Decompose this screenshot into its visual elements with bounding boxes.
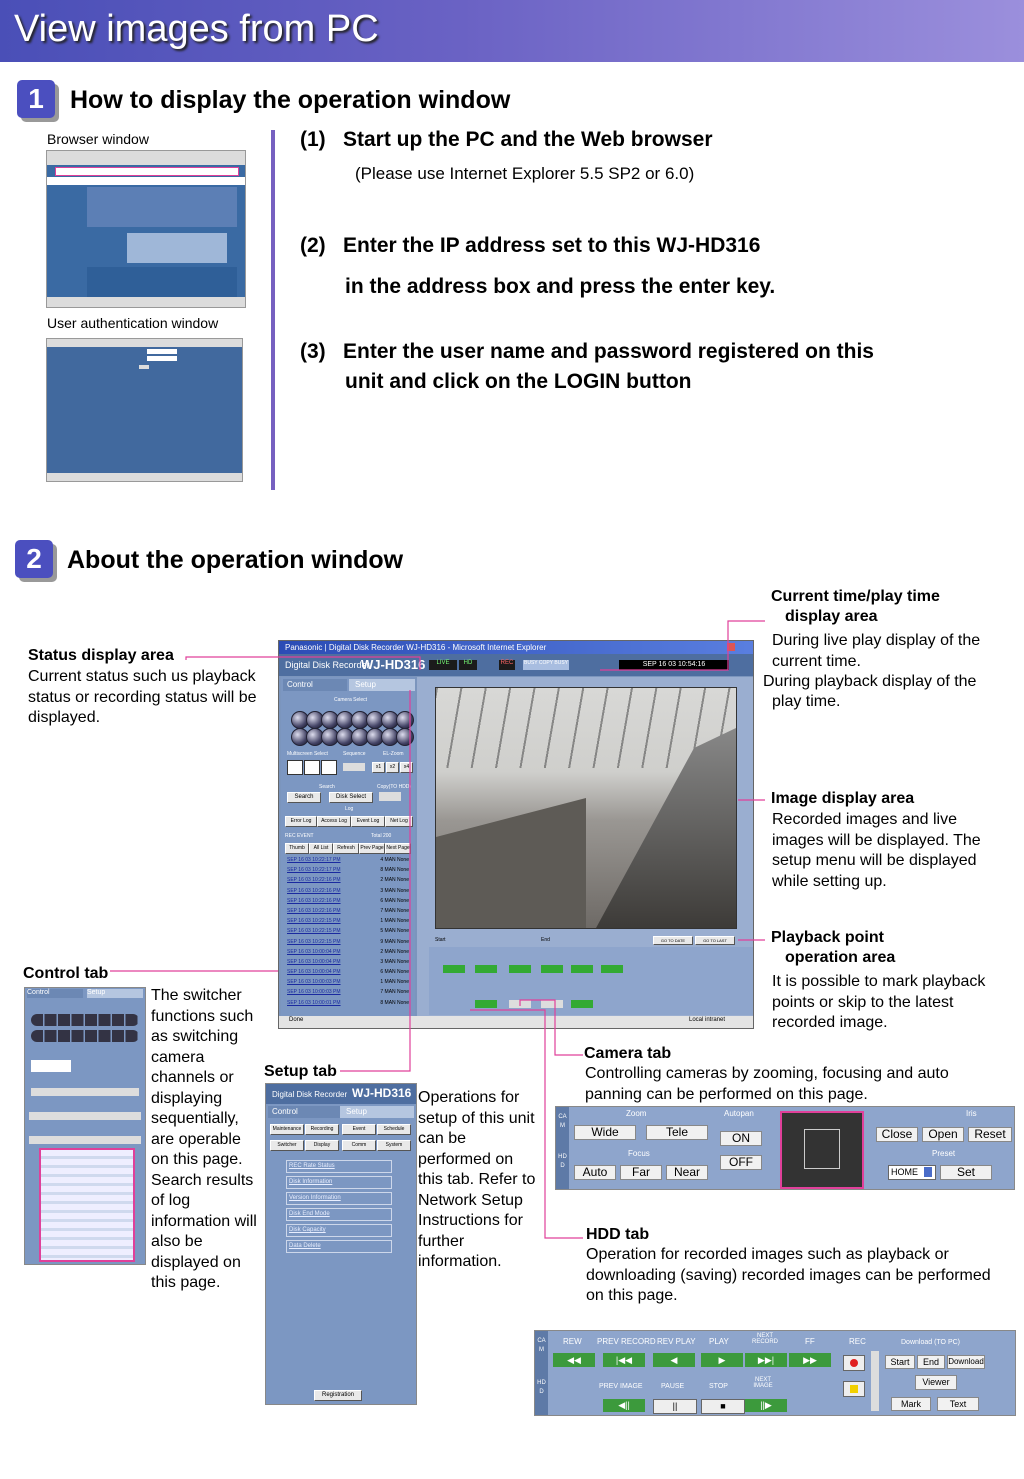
log-date-link[interactable]: SEP 16 03 10:00:04 PM — [287, 969, 341, 976]
log-info: 2 MAN None — [380, 877, 409, 884]
status-time: SEP 16 03 10:54:16 — [619, 660, 729, 670]
log-info: 8 MAN None — [380, 867, 409, 874]
log-date-link[interactable]: SEP 16 03 10:22:15 PM — [287, 938, 341, 945]
tab-setup[interactable]: Setup — [340, 1106, 414, 1118]
playback-point-title: Playback point — [771, 929, 884, 946]
log-info: 4 MAN None — [380, 857, 409, 863]
mark-button[interactable]: Mark — [891, 1397, 931, 1411]
log-info: 5 MAN None — [380, 928, 409, 935]
camera-tab-title: Camera tab — [584, 1045, 672, 1062]
switcher-button[interactable]: Switcher — [270, 1140, 304, 1151]
prev-page-button[interactable]: Prev Page — [359, 843, 385, 854]
section-title: About the operation window — [67, 546, 404, 574]
download-label: Download (TO PC) — [901, 1339, 961, 1346]
access-log-button[interactable]: Access Log — [317, 816, 351, 827]
tab-control[interactable]: Control — [283, 679, 347, 691]
comm-button[interactable]: Comm — [342, 1140, 376, 1151]
hdd-callout-line — [470, 1010, 583, 1238]
rev-play-label: REV PLAY — [657, 1337, 696, 1346]
focus-label: Focus — [628, 1149, 650, 1158]
elzoom-label: EL-Zoom — [383, 751, 404, 757]
window-model: WJ-HD316 — [361, 657, 426, 672]
status-hd: HD — [459, 660, 477, 670]
tab-setup[interactable]: Setup — [349, 679, 415, 691]
rec-event-label: REC EVENT — [285, 833, 314, 839]
total-label: Total 200 — [371, 833, 392, 839]
zoom-x4-button[interactable]: x4 — [400, 762, 413, 773]
section-number-badge: 2 — [15, 540, 53, 578]
playback-point-text: It is possible to mark playback points or skip to the latest recorded image. — [772, 973, 986, 1031]
preset-set-button[interactable]: Set — [940, 1165, 992, 1180]
step-2-text-line1: Enter the IP address set to this WJ-HD316 — [343, 234, 761, 257]
error-log-button[interactable]: Error Log — [285, 816, 317, 827]
download-start-button[interactable]: Start — [885, 1355, 915, 1369]
schedule-button[interactable]: Schedule — [377, 1124, 411, 1135]
rec-label: REC — [849, 1337, 866, 1346]
prev-image-label: PREV IMAGE — [599, 1383, 643, 1390]
rev-play-button[interactable]: ◀ — [653, 1353, 695, 1367]
log-info: 8 MAN None — [380, 999, 409, 1006]
prev-record-button[interactable]: |◀◀ — [603, 1353, 645, 1367]
iris-open-button[interactable]: Open — [922, 1127, 964, 1142]
log-info: 9 MAN None — [380, 938, 409, 945]
setup-menu-link[interactable]: Data Delete — [286, 1240, 392, 1253]
preset-select[interactable]: HOME — [888, 1165, 936, 1180]
section-title: How to display the operation window — [70, 86, 511, 114]
step-3-text-line2: unit and click on the LOGIN button — [345, 370, 692, 393]
recording-button[interactable]: Recording — [305, 1124, 339, 1135]
autopan-on-button[interactable]: ON — [720, 1131, 762, 1146]
log-info: 3 MAN None — [380, 958, 409, 965]
zoom-x2-button[interactable]: x2 — [386, 762, 399, 773]
stop-button[interactable]: ■ — [701, 1399, 745, 1414]
viewer-button[interactable]: Viewer — [915, 1375, 957, 1390]
thumb-button[interactable]: Thumb — [285, 843, 309, 854]
maintenance-button[interactable]: Maintenance — [270, 1124, 304, 1135]
log-info: 2 MAN None — [380, 948, 409, 955]
next-image-button[interactable]: ||▶ — [745, 1399, 787, 1412]
image-area-text: Recorded images and live images will be displayed. The setup menu will be displayed while setting up. — [772, 811, 981, 890]
multiscreen-label: Multiscreen Select — [287, 751, 328, 757]
tab-control-small: Control — [27, 989, 83, 998]
search-button[interactable]: Search — [287, 792, 321, 803]
statusbar-done: Done — [289, 1017, 304, 1023]
control-tab-text: The switcher functions such as switching camera channels or displaying sequentially, are operable on this page. Search results of log information will also be displayed on this page. — [151, 987, 257, 1291]
time-area-text3: play time. — [772, 693, 841, 710]
log-date-link[interactable]: SEP 16 03 10:22:16 PM — [287, 897, 341, 904]
setup-tab-title: Setup tab — [264, 1063, 337, 1080]
step-3-text-line1: Enter the user name and password registered on this — [343, 340, 874, 363]
log-date-link[interactable]: SEP 16 03 10:00:04 PM — [287, 958, 341, 965]
play-label: PLAY — [709, 1337, 729, 1346]
ff-button[interactable]: ▶▶ — [789, 1353, 831, 1367]
log-date-link[interactable]: SEP 16 03 10:22:17 PM — [287, 867, 341, 874]
log-info: 3 MAN None — [380, 887, 409, 894]
playback-end-label: End — [541, 937, 550, 943]
log-info: 1 MAN None — [380, 979, 409, 986]
status-area-text: Current status such us playback status or recording status will be displayed. — [28, 668, 257, 726]
step-2-number: (2) — [300, 234, 326, 257]
tab-setup-small: Setup — [87, 989, 143, 998]
setup-menu-link[interactable]: REC Rate Status — [286, 1160, 392, 1173]
time-area-title2: display area — [785, 608, 878, 625]
log-date-link[interactable]: SEP 16 03 10:00:03 PM — [287, 989, 341, 996]
log-date-link[interactable]: SEP 16 03 10:22:17 PM — [287, 857, 341, 863]
status-busy: BUSY COPY BUSY — [523, 660, 569, 670]
hdd-tab-title: HDD tab — [586, 1226, 650, 1243]
preset-label: Preset — [932, 1149, 956, 1158]
step-1-note: (Please use Internet Explorer 5.5 SP2 or 6.0) — [355, 164, 695, 183]
setup-menu-link[interactable]: Version Information — [286, 1192, 392, 1205]
status-area-title: Status display area — [28, 647, 174, 664]
hdd-tab-text: Operation for recorded images such as playback or downloading (saving) recorded images can be performed on this page. — [586, 1246, 991, 1304]
event-log-button[interactable]: Event Log — [351, 816, 385, 827]
far-button[interactable]: Far — [620, 1165, 662, 1180]
wide-button[interactable]: Wide — [574, 1125, 636, 1140]
log-date-link[interactable]: SEP 16 03 10:22:15 PM — [287, 928, 341, 935]
image-area-title: Image display area — [771, 790, 915, 807]
tab-cam[interactable]: CAM — [558, 1114, 567, 1129]
setup-menu-link[interactable]: Disk Capacity — [286, 1224, 392, 1237]
setup-menu-link[interactable]: Disk Information — [286, 1176, 392, 1189]
setup-callout-line — [340, 690, 410, 1071]
near-button[interactable]: Near — [666, 1165, 708, 1180]
log-info: 7 MAN None — [380, 907, 409, 914]
goto-last-button[interactable]: GO TO LAST — [695, 936, 735, 945]
log-info: 6 MAN None — [380, 897, 409, 904]
auth-window-caption: User authentication window — [47, 315, 219, 331]
tab-hdd[interactable]: HDD — [537, 1380, 546, 1395]
display-button[interactable]: Display — [305, 1140, 339, 1151]
setup-tab-text: Operations for setup of this unit can be performed on this tab. Refer to Network Setup Instructions for further information. — [418, 1089, 536, 1270]
iris-reset-button[interactable]: Reset — [968, 1127, 1012, 1142]
camera-callout-line — [520, 1000, 583, 1055]
camera-select-label: Camera Select — [334, 697, 368, 703]
text-button[interactable]: Text — [937, 1397, 979, 1411]
download-button[interactable]: Download — [947, 1355, 985, 1369]
log-date-link[interactable]: SEP 16 03 10:00:04 PM — [287, 948, 341, 955]
rew-label: REW — [563, 1337, 582, 1346]
time-callout-line — [600, 621, 765, 670]
pause-label: PAUSE — [661, 1383, 685, 1390]
tab-hdd[interactable]: HDD — [558, 1154, 567, 1169]
log-date-link[interactable]: SEP 16 03 10:22:15 PM — [287, 918, 341, 925]
next-record-button[interactable]: ▶▶| — [745, 1353, 787, 1367]
window-titlebar: Panasonic | Digital Disk Recorder WJ-HD316 - Microsoft Internet Explorer — [279, 641, 754, 654]
time-area-title: Current time/play time — [771, 588, 940, 605]
step-1-text: Start up the PC and the Web browser — [343, 128, 713, 151]
playback-point-title2: operation area — [785, 949, 896, 966]
iris-label: Iris — [966, 1109, 977, 1118]
step-2-text-line2: in the address box and press the enter key. — [345, 275, 776, 298]
all-list-button[interactable]: All List — [309, 843, 333, 854]
status-rec: REC — [499, 660, 515, 670]
net-log-button[interactable]: Net Log — [385, 816, 413, 827]
status-callout-line — [186, 657, 420, 670]
section-number-badge: 1 — [17, 80, 55, 118]
rew-button[interactable]: ◀◀ — [553, 1353, 595, 1367]
disk-select-button[interactable]: Disk Select — [329, 792, 373, 803]
log-info: 6 MAN None — [380, 969, 409, 976]
log-date-link[interactable]: SEP 16 03 10:00:01 PM — [287, 999, 341, 1006]
ff-label: FF — [805, 1337, 815, 1346]
auto-focus-button[interactable]: Auto — [574, 1165, 616, 1180]
pause-button[interactable]: || — [653, 1399, 697, 1414]
zoom-x1-button[interactable]: x1 — [372, 762, 385, 773]
search-label: Search — [319, 784, 335, 790]
log-date-link[interactable]: SEP 16 03 10:22:16 PM — [287, 907, 341, 914]
control-tab-title: Control tab — [23, 965, 109, 982]
autopan-label: Autopan — [724, 1109, 754, 1118]
browser-window-caption: Browser window — [47, 131, 149, 147]
step-3-number: (3) — [300, 340, 326, 363]
next-record-label: NEXT RECORD — [751, 1333, 778, 1345]
next-page-button[interactable]: Next Page — [385, 843, 411, 854]
setup-brand: Digital Disk Recorder — [272, 1090, 348, 1099]
statusbar-zone: Local intranet — [689, 1017, 726, 1023]
sequence-label: Sequence — [343, 751, 366, 757]
time-area-text1: During live play display of the current time. — [772, 632, 981, 670]
tab-cam[interactable]: CAM — [537, 1338, 546, 1353]
download-end-button[interactable]: End — [917, 1355, 945, 1369]
log-info: 1 MAN None — [380, 918, 409, 925]
zoom-label: Zoom — [626, 1109, 647, 1118]
log-label: Log — [345, 806, 354, 812]
prev-image-button[interactable]: ◀|| — [603, 1399, 645, 1412]
stop-label: STOP — [709, 1383, 728, 1390]
system-button[interactable]: System — [377, 1140, 411, 1151]
window-brand: Digital Disk Recorder — [285, 660, 370, 670]
log-date-link[interactable]: SEP 16 03 10:22:16 PM — [287, 887, 341, 894]
next-image-label: NEXT IMAGE — [753, 1377, 773, 1389]
play-button[interactable]: ▶ — [701, 1353, 743, 1367]
registration-button[interactable]: Registration — [314, 1390, 362, 1401]
setup-model: WJ-HD316 — [352, 1086, 412, 1100]
iris-close-button[interactable]: Close — [876, 1127, 918, 1142]
setup-menu-link[interactable]: Disk End Mode — [286, 1208, 392, 1221]
playback-start-label: Start — [435, 937, 446, 943]
step-1-number: (1) — [300, 128, 326, 151]
event-button[interactable]: Event — [342, 1124, 376, 1135]
log-date-link[interactable]: SEP 16 03 10:00:03 PM — [287, 979, 341, 986]
log-info: 7 MAN None — [380, 989, 409, 996]
status-live: LIVE — [429, 660, 457, 670]
prev-record-label: PREV RECORD — [597, 1337, 656, 1346]
tab-control[interactable]: Control — [268, 1106, 340, 1118]
tele-button[interactable]: Tele — [646, 1125, 708, 1140]
log-date-link[interactable]: SEP 16 03 10:22:16 PM — [287, 877, 341, 884]
goto-date-button[interactable]: GO TO DATE — [653, 936, 693, 945]
time-area-text2: During playback display of the — [763, 673, 977, 690]
camera-tab-text: Controlling cameras by zooming, focusing and auto panning can be performed on this page. — [585, 1065, 949, 1103]
refresh-button[interactable]: Refresh — [333, 843, 359, 854]
autopan-off-button[interactable]: OFF — [720, 1155, 762, 1170]
copy-label: Copy(TO HDD) — [377, 784, 412, 790]
page-title: View images from PC — [14, 8, 379, 50]
